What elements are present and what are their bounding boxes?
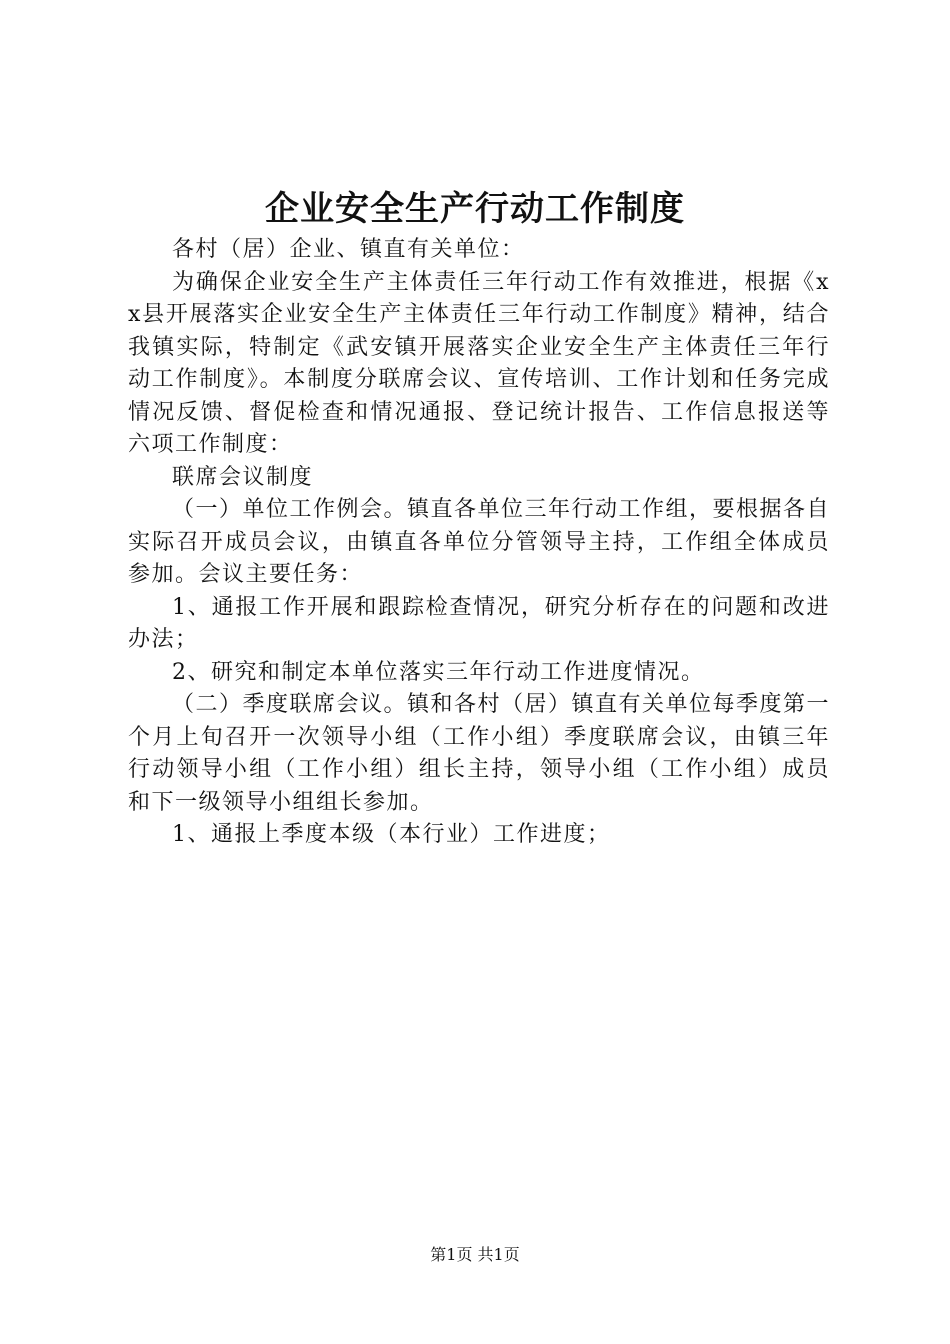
section-heading: 联席会议制度 xyxy=(172,464,314,490)
page-footer: 第1页 共1页 xyxy=(430,1245,520,1264)
quarterly-meeting-paragraph: （二）季度联席会议。镇和各村（居）镇直有关单位每季度第一个月上旬召开一次领导小组（工作小组）季度联席会议，由镇三年行动领导小组（工作小组）组长主持，领导小组（工作小组）成员和下一级领导小组组长参加。 xyxy=(128,692,831,815)
salutation-paragraph: 各村（居）企业、镇直有关单位： xyxy=(172,237,525,262)
list-item-2: 2、研究和制定本单位落实三年行动工作进度情况。 xyxy=(172,659,705,685)
unit-meeting-paragraph: （一）单位工作例会。镇直各单位三年行动工作组，要根据各自实际召开成员会议，由镇直各单位分管领导主持，工作组全体成员参加。会议主要任务： xyxy=(128,497,831,587)
document-body xyxy=(128,234,830,852)
document-title: 企业安全生产行动工作制度 xyxy=(265,189,685,229)
list-item-3: 1、通报上季度本级（本行业）工作进度； xyxy=(172,822,611,847)
list-item-1: 1、通报工作开展和跟踪检查情况，研究分析存在的问题和改进办法； xyxy=(128,594,830,652)
intro-paragraph: 为确保企业安全生产主体责任三年行动工作有效推进，根据《xx县开展落实企业安全生产主体责任三年行动工作制度》精神，结合我镇实际，特制定《武安镇开展落实企业安全生产主体责任三年行动工作制度》。本制度分联席会议、宣传培训、工作计划和任务完成情况反馈、督促检查和情况通报、登记统计报告、工作信息报送等六项工作制度： xyxy=(128,269,830,457)
